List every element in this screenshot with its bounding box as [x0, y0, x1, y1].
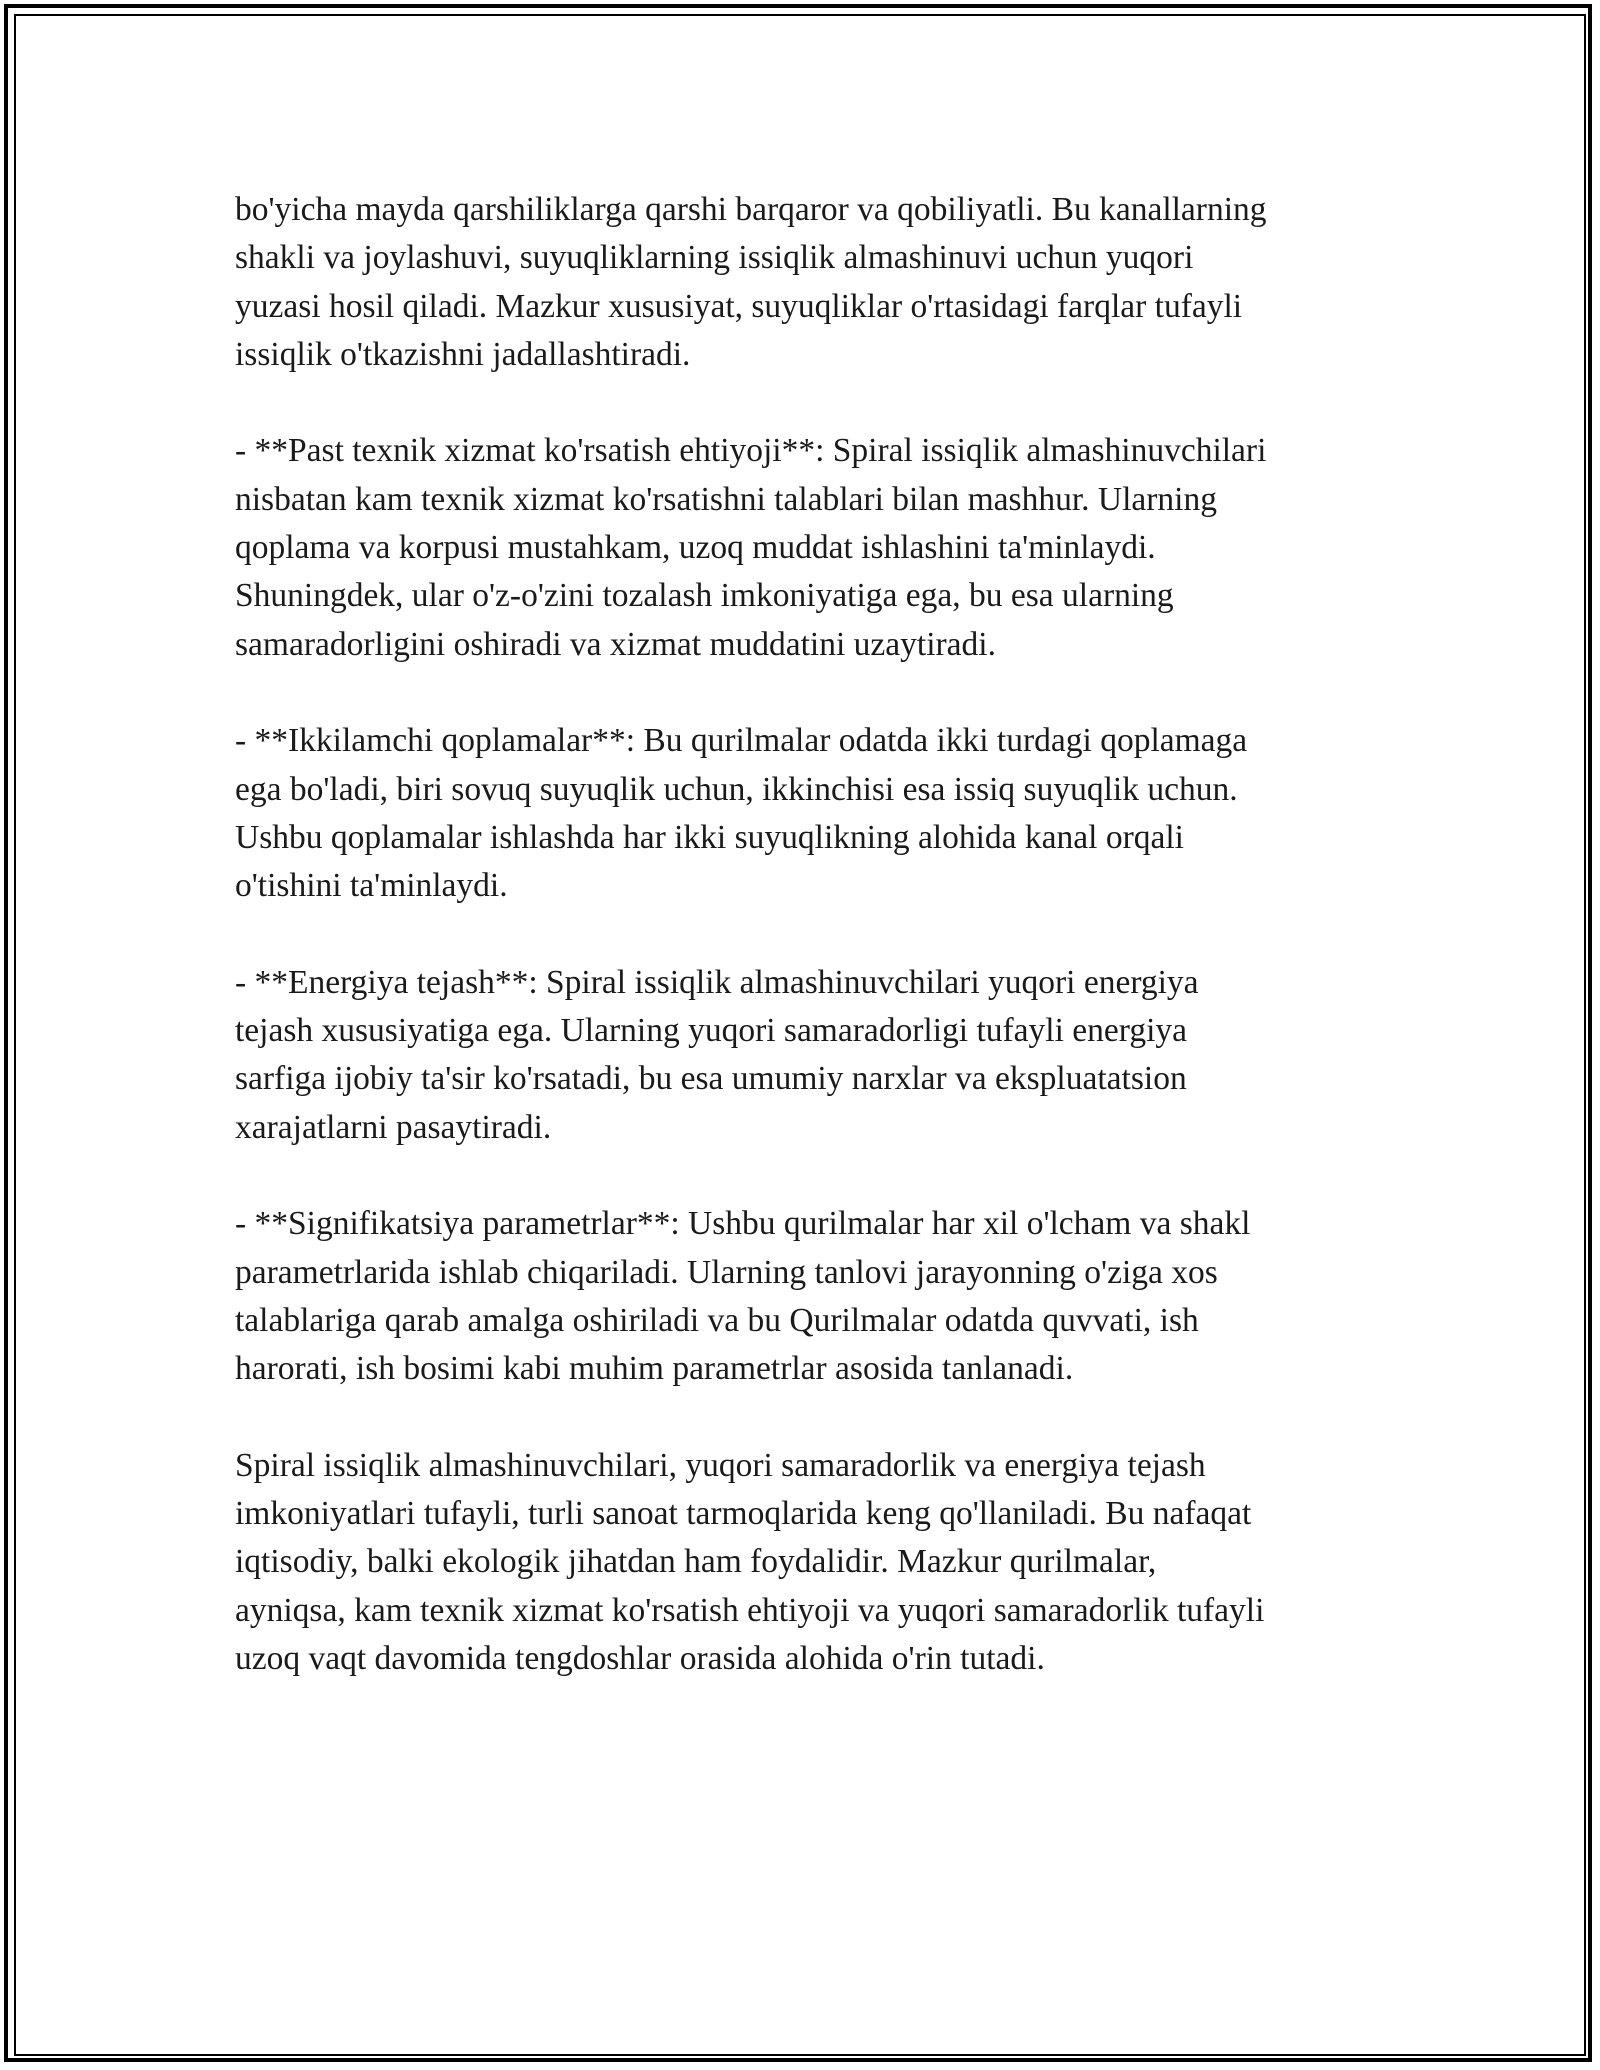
paragraph-dual-coatings: - **Ikkilamchi qoplamalar**: Bu qurilmalar odatda ikki turdagi qoplamaga ega bo'ladi, biri sovuq suyuqlik uchun, ikkinchisi esa issiq suyuqlik uchun. Ushbu qoplamalar ishlashda har ikki suyuqlikning alohida kanal orqali o'tishini ta'minlaydi.	[235, 722, 1248, 905]
paragraph-energy-saving: - **Energiya tejash**: Spiral issiqlik almashinuvchilari yuqori energiya tejash xususiyatiga ega. Ularning yuqori samaradorligi tufayli energiya sarfiga ijobiy ta'sir ko'rsatadi, bu esa umumiy narxlar va ekspluatatsion xarajatlarni pasaytiradi.	[235, 963, 1199, 1146]
paragraph-intro-continuation: bo'yicha mayda qarshiliklarga qarshi barqaror va qobiliyatli. Bu kanallarning shakli va joylashuvi, suyuqliklarning issiqlik almashinuvi uchun yuqori yuzasi hosil qiladi. Mazkur xususiyat, suyuqliklar o'rtasidagi farqlar tufayli issiqlik o'tkazishni jadallashtiradi.	[235, 191, 1267, 373]
paragraph-conclusion: Spiral issiqlik almashinuvchilari, yuqori samaradorlik va energiya tejash imkoniyatlari tufayli, turli sanoat tarmoqlarida keng qo'llaniladi. Bu nafaqat iqtisodiy, balki ekologik jihatdan ham foydalidir. Mazkur qurilmalar, ayniqsa, kam texnik xizmat ko'rsatish ehtiyoji va yuqori samaradorlik tufayli uzoq vaqt davomida tengdoshlar orasida alohida o'rin tutadi.	[235, 1446, 1265, 1677]
paragraph-parameters: - **Signifikatsiya parametrlar**: Ushbu qurilmalar har xil o'lcham va shakl parametrlarida ishlab chiqariladi. Ularning tanlovi jarayonning o'ziga xos talablariga qarab amalga oshiriladi va bu Qurilmalar odatda quvvati, ish harorati, ish bosimi kabi muhim parametrlar asosida tanlanadi.	[235, 1205, 1251, 1388]
document-body	[235, 186, 1385, 1683]
paragraph-low-maintenance: - **Past texnik xizmat ko'rsatish ehtiyoji**: Spiral issiqlik almashinuvchilari nisbatan kam texnik xizmat ko'rsatishni talablari bilan mashhur. Ularning qoplama va korpusi mustahkam, uzoq muddat ishlashini ta'minlaydi. Shuningdek, ular o'z-o'zini tozalash imkoniyatiga ega, bu esa ularning samaradorligini oshiradi va xizmat muddatini uzaytiradi.	[235, 432, 1267, 663]
